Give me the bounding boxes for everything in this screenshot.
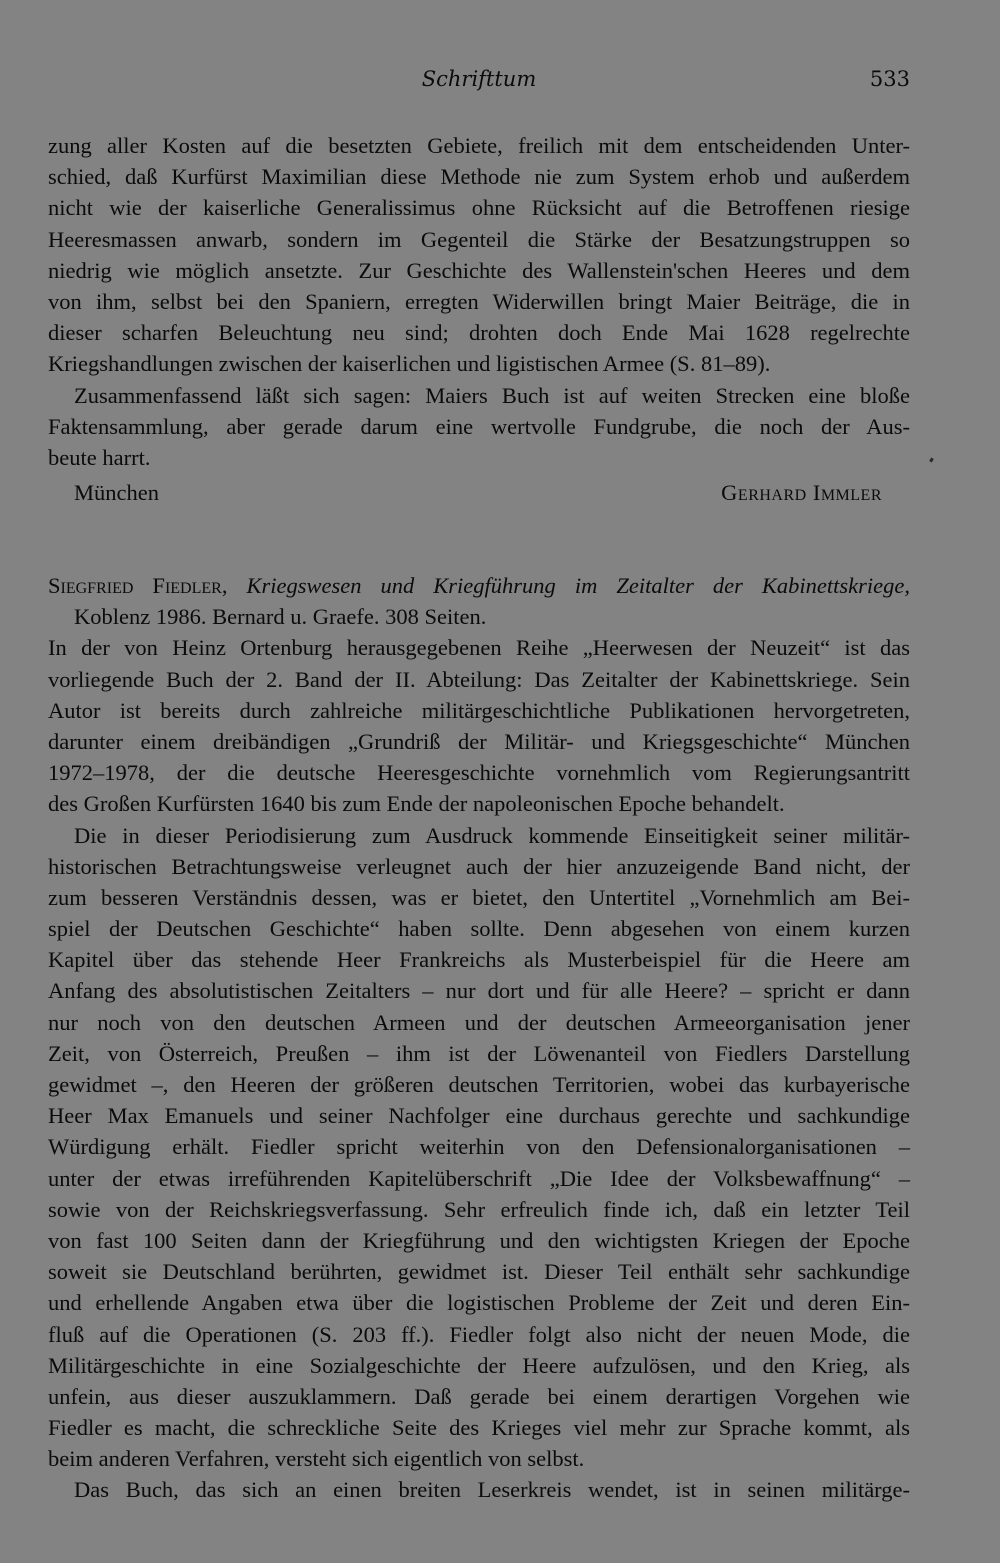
text-line: zung aller Kosten auf die besetzten Gebiete, freilich mit dem entscheidenden Unter- [48,133,910,158]
text-line: darunter einem dreibändigen „Grundriß der Militär- und Kriegsgeschichte“ München [48,728,910,754]
text-line: Fiedler es macht, die schreckliche Seite des Krieges viel mehr zur Sprache kommt, als [48,1415,910,1441]
text-line: zum besseren Verständnis dessen, was er bietet, den Untertitel „Vornehmlich am Bei- [48,884,910,910]
text-line: Zeit, von Österreich, Preußen – ihm ist der Löwenanteil von Fiedlers Darstellung [48,1040,910,1066]
text-line: soweit sie Deutschland berührten, gewidmet ist. Dieser Teil enthält sehr sachkundige [48,1259,910,1285]
text-line: unter der etwas irreführenden Kapitelüberschrift „Die Idee der Volksbewaffnung“ – [48,1165,910,1191]
signature-author: Gerhard Immler [721,480,882,505]
text-line: vorliegende Buch der 2. Band der II. Abteilung: Das Zeitalter der Kabinettskriege. Sein [48,666,910,692]
text-line: Autor ist bereits durch zahlreiche militärgeschichtliche Publikationen hervorgetreten, [48,697,910,723]
text-line: niedrig wie möglich ansetzte. Zur Geschichte des Wallenstein'schen Heeres und dem [48,257,910,283]
text-line: Kriegshandlungen zwischen der kaiserlichen und ligistischen Armee (S. 81–89). [48,351,771,377]
review-2-text [48,570,910,1506]
text-line: fluß auf die Operationen (S. 203 ff.). Fiedler folgt also nicht der neuen Mode, die [48,1321,910,1347]
text-line: 1972–1978, der die deutsche Heeresgeschichte vornehmlich vom Regierungsantritt [48,760,910,786]
text-line: gewidmet –, den Heeren der größeren deutschen Territorien, wobei das kurbayerische [48,1072,910,1097]
text-line: historischen Betrachtungsweise verleugnet auch der hier anzuzeigende Band nicht, der [48,853,910,879]
text-line: von ihm, selbst bei den Spaniern, erregten Widerwillen bringt Maier Beiträge, die in [48,288,910,314]
print-speck [929,458,934,463]
text-line: Heer Max Emanuels und seiner Nachfolger eine durchaus gerechte und sachkundige [48,1103,910,1129]
text-line: Anfang des absolutistischen Zeitalters – nur dort und für alle Heere? – spricht er dann [48,978,910,1004]
text-line: schied, daß Kurfürst Maximilian diese Methode nie zum System erhob und außerdem [48,164,910,190]
review-heading [48,570,910,601]
review-1-signature [74,477,882,509]
heading-imprint: Koblenz 1986. Bernard u. Graefe. 308 Seiten. [74,604,487,630]
text-line: spiel der Deutschen Geschichte“ haben sollte. Denn abgesehen von einem kurzen [48,916,910,942]
text-line: und erhellende Angaben etwa über die logistischen Probleme der Zeit und deren Ein- [48,1290,910,1316]
text-line: Das Buch, das sich an einen breiten Leserkreis wendet, ist in seinen militärge- [74,1477,910,1503]
text-line: sowie von der Reichskriegsverfassung. Sehr erfreulich finde ich, daß ein letzter Teil [48,1196,910,1222]
text-line: Kapitel über das stehende Heer Frankreichs als Musterbeispiel für die Heere am [48,947,910,973]
signature-place: München [74,480,159,505]
running-title: Schrifttum [421,67,537,91]
text-line: von fast 100 Seiten dann der Kriegführung und den wichtigsten Kriegen der Epoche [48,1227,910,1253]
text-line: Militärgeschichte in eine Sozialgeschichte der Heere aufzulösen, und den Krieg, als [48,1352,910,1378]
text-line: beute harrt. [48,444,151,470]
text-line: Faktensammlung, aber gerade darum eine wertvolle Fundgrube, die noch der Aus- [48,413,910,439]
running-header [48,62,910,96]
text-line: unfein, aus dieser auszuklammern. Daß gerade bei einem derartigen Vorgehen wie [48,1383,910,1409]
text-line: In der von Heinz Ortenburg herausgegebenen Reihe „Heerwesen der Neuzeit“ ist das [48,635,910,661]
text-line: nicht wie der kaiserliche Generalissimus ohne Rücksicht auf die Betroffenen riesige [48,195,910,221]
text-line: dieser scharfen Beleuchtung neu sind; drohten doch Ende Mai 1628 regelrechte [48,320,910,346]
text-line: Heeresmassen anwarb, sondern im Gegenteil die Stärke der Besatzungstruppen so [48,226,910,252]
page-number: 533 [869,67,910,91]
text-line: beim anderen Verfahren, versteht sich eigentlich von selbst. [48,1446,585,1472]
text-line: Würdigung erhält. Fiedler spricht weiterhin von den Defensionalorganisationen – [48,1134,910,1160]
heading-author: Siegfried Fiedler, [48,573,228,598]
text-line: des Großen Kurfürsten 1640 bis zum Ende der napoleonischen Epoche behandelt. [48,791,785,817]
heading-book-title: Kriegswesen und Kriegführung im Zeitalter der Kabinettskriege, [246,573,910,598]
review-1-text [48,130,910,473]
text-line: Die in dieser Periodisierung zum Ausdruck kommende Einseitigkeit seiner militär- [74,822,910,848]
text-line: nur noch von den deutschen Armeen und der deutschen Armeeorganisation jener [48,1009,910,1035]
text-line: Zusammenfassend läßt sich sagen: Maiers Buch ist auf weiten Strecken eine bloße [74,382,910,408]
